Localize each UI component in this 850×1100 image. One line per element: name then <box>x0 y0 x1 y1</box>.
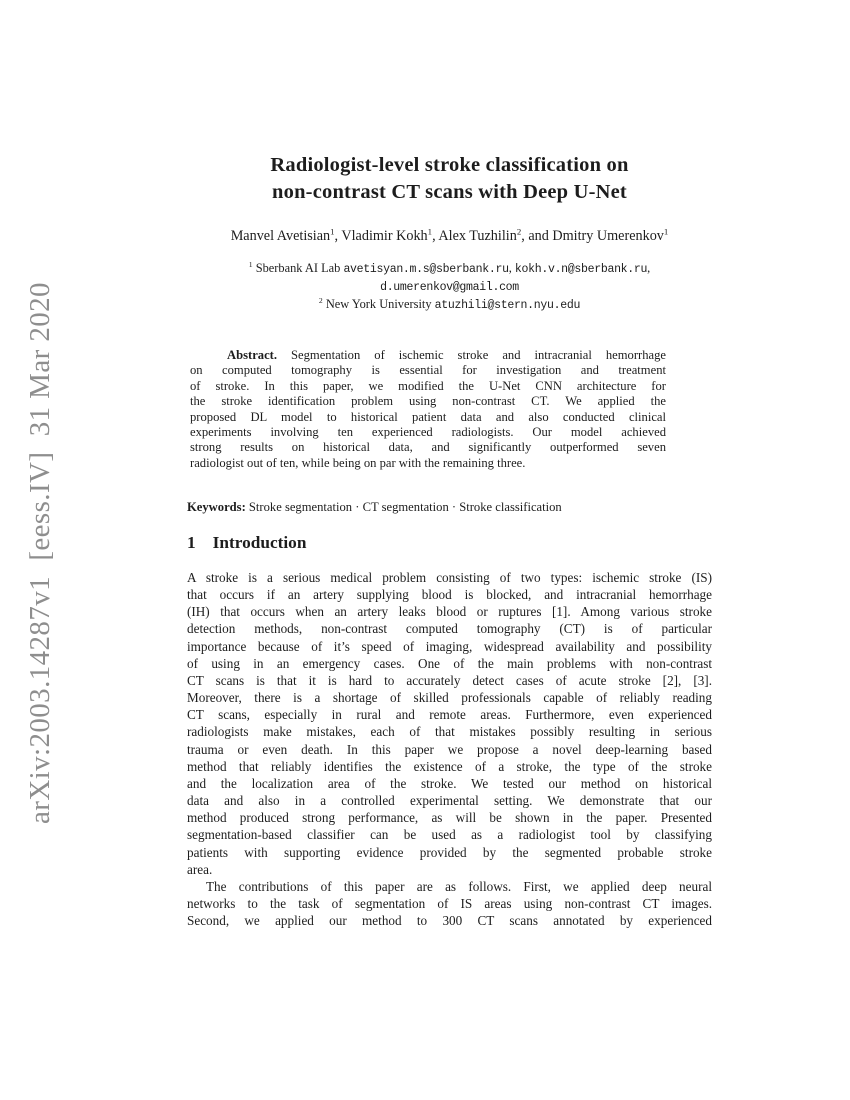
affiliation-sup: 2 <box>318 295 323 305</box>
affiliation-line <box>187 296 712 314</box>
body-line: patients with supporting evidence provided by the segmented probable stroke <box>187 844 712 860</box>
body-line: Second, we applied our method to 300 CT scans annotated by experienced <box>187 913 712 929</box>
email-text: d.umerenkov@gmail.com <box>380 281 519 294</box>
affiliation-trailing-comma: , <box>647 261 651 275</box>
body-line: A stroke is a serious medical problem consisting of two types: ischemic stroke (IS) <box>187 570 712 585</box>
affiliation-separator: , <box>508 261 515 275</box>
title-line-1: Radiologist-level stroke classification on <box>270 154 629 176</box>
author-name: Dmitry Umerenkov <box>552 228 664 244</box>
paper-title <box>187 152 712 206</box>
author-affiliation-sup: 1 <box>330 226 335 237</box>
abstract-line: radiologist out of ten, while being on par with the remaining three. <box>190 455 526 470</box>
abstract-label: Abstract. <box>227 348 278 362</box>
body-line: method produced strong performance, as will be shown in the paper. Presented <box>187 810 712 826</box>
body-line: (IH) that occurs when an artery leaks blood or ruptures [1]. Among various stroke <box>187 604 712 620</box>
body-line: area. <box>187 861 213 877</box>
email-text: atuzhili@stern.nyu.edu <box>434 299 581 312</box>
arxiv-watermark: arXiv:2003.14287v1 [eess.IV] 31 Mar 2020 <box>24 282 56 824</box>
title-line-2: non-contrast CT scans with Deep U-Net <box>272 181 627 203</box>
body-line: data and also in a controlled experimental setting. We demonstrate that our <box>187 793 712 809</box>
intro-paragraph-2 <box>187 878 712 929</box>
body-line: trauma or even death. In this paper we propose a novel deep-learning based <box>187 741 712 757</box>
section-number: 1 <box>187 533 196 552</box>
body-line: segmentation-based classifier can be used as a radiologist tool by classifying <box>187 827 712 843</box>
introduction-body <box>187 569 712 929</box>
authors-line <box>187 228 712 245</box>
author-affiliation-sup: 1 <box>427 226 433 237</box>
author-name: Vladimir Kokh <box>341 228 428 244</box>
body-line: importance because of it’s speed of imaging, widespread availability and possibility <box>187 638 712 654</box>
affiliation-institution: New York University <box>322 297 435 311</box>
author-affiliation-sup: 2 <box>516 226 522 237</box>
affiliation-line <box>187 278 712 296</box>
affiliation-line <box>187 260 712 278</box>
email-text: avetisyan.m.s@sberbank.ru <box>343 263 509 276</box>
affiliation-institution: Sberbank AI Lab <box>252 261 344 275</box>
abstract-line: proposed DL model to historical patient data and also conducted clinical <box>190 409 666 424</box>
abstract-line: of stroke. In this paper, we modified the U-Net CNN architecture for <box>190 378 666 393</box>
body-line: that occurs if an artery supplying blood is blocked, and intracranial hemorrhage <box>187 587 712 603</box>
body-line: method that reliably identifies the existence of a stroke, the type of the stroke <box>187 758 712 774</box>
email-text: kokh.v.n@sberbank.ru <box>514 263 648 276</box>
affiliation-sup: 1 <box>248 259 253 269</box>
keywords-line <box>187 500 712 515</box>
section-heading <box>187 533 712 553</box>
abstract-line: on computed tomography is essential for investigation and treatment <box>190 363 666 378</box>
author-separator: , and <box>521 228 553 244</box>
author-affiliation-sup: 1 <box>663 226 669 237</box>
body-line: CT scans, especially in rural and remote areas. Furthermore, even experienced <box>187 707 712 723</box>
body-line: radiologists make mistakes, each of that mistakes possibly resulting in serious <box>187 724 712 740</box>
abstract-block <box>190 348 666 471</box>
body-line: and the localization area of the stroke. We tested our method on historical <box>187 775 712 791</box>
section-title: Introduction <box>212 533 307 552</box>
abstract-line: the stroke identification problem using non-contrast CT. We applied the <box>190 394 666 409</box>
body-line: detection methods, non-contrast computed tomography (CT) is of particular <box>187 621 712 637</box>
abstract-line: experiments involving ten experienced radiologists. Our model achieved <box>190 425 666 440</box>
body-line: The contributions of this paper are as follows. First, we applied deep neural <box>206 878 712 894</box>
author-name: Alex Tuzhilin <box>438 228 517 244</box>
body-line: CT scans is that it is hard to accurately detect cases of acute stroke [2], [3]. <box>187 672 712 688</box>
abstract-line: Abstract. Segmentation of ischemic stroke and intracranial hemorrhage <box>227 348 666 362</box>
author-separator: , <box>432 228 439 244</box>
author-separator: , <box>334 228 342 244</box>
affiliations-block <box>187 260 712 314</box>
intro-paragraph-1 <box>187 569 712 878</box>
keywords-label: Keywords: <box>187 500 246 514</box>
body-line: networks to the task of segmentation of IS areas using non-contrast CT images. <box>187 895 712 911</box>
abstract-line: strong results on historical data, and significantly outperformed seven <box>190 440 666 455</box>
body-line: of using in an emergency cases. One of the main problems with non-contrast <box>187 655 712 671</box>
keywords-text: Stroke segmentation · CT segmentation · Stroke classification <box>245 500 562 514</box>
body-line: Moreover, there is a shortage of skilled professionals capable of reliably reading <box>187 690 712 706</box>
author-name: Manvel Avetisian <box>230 228 331 244</box>
